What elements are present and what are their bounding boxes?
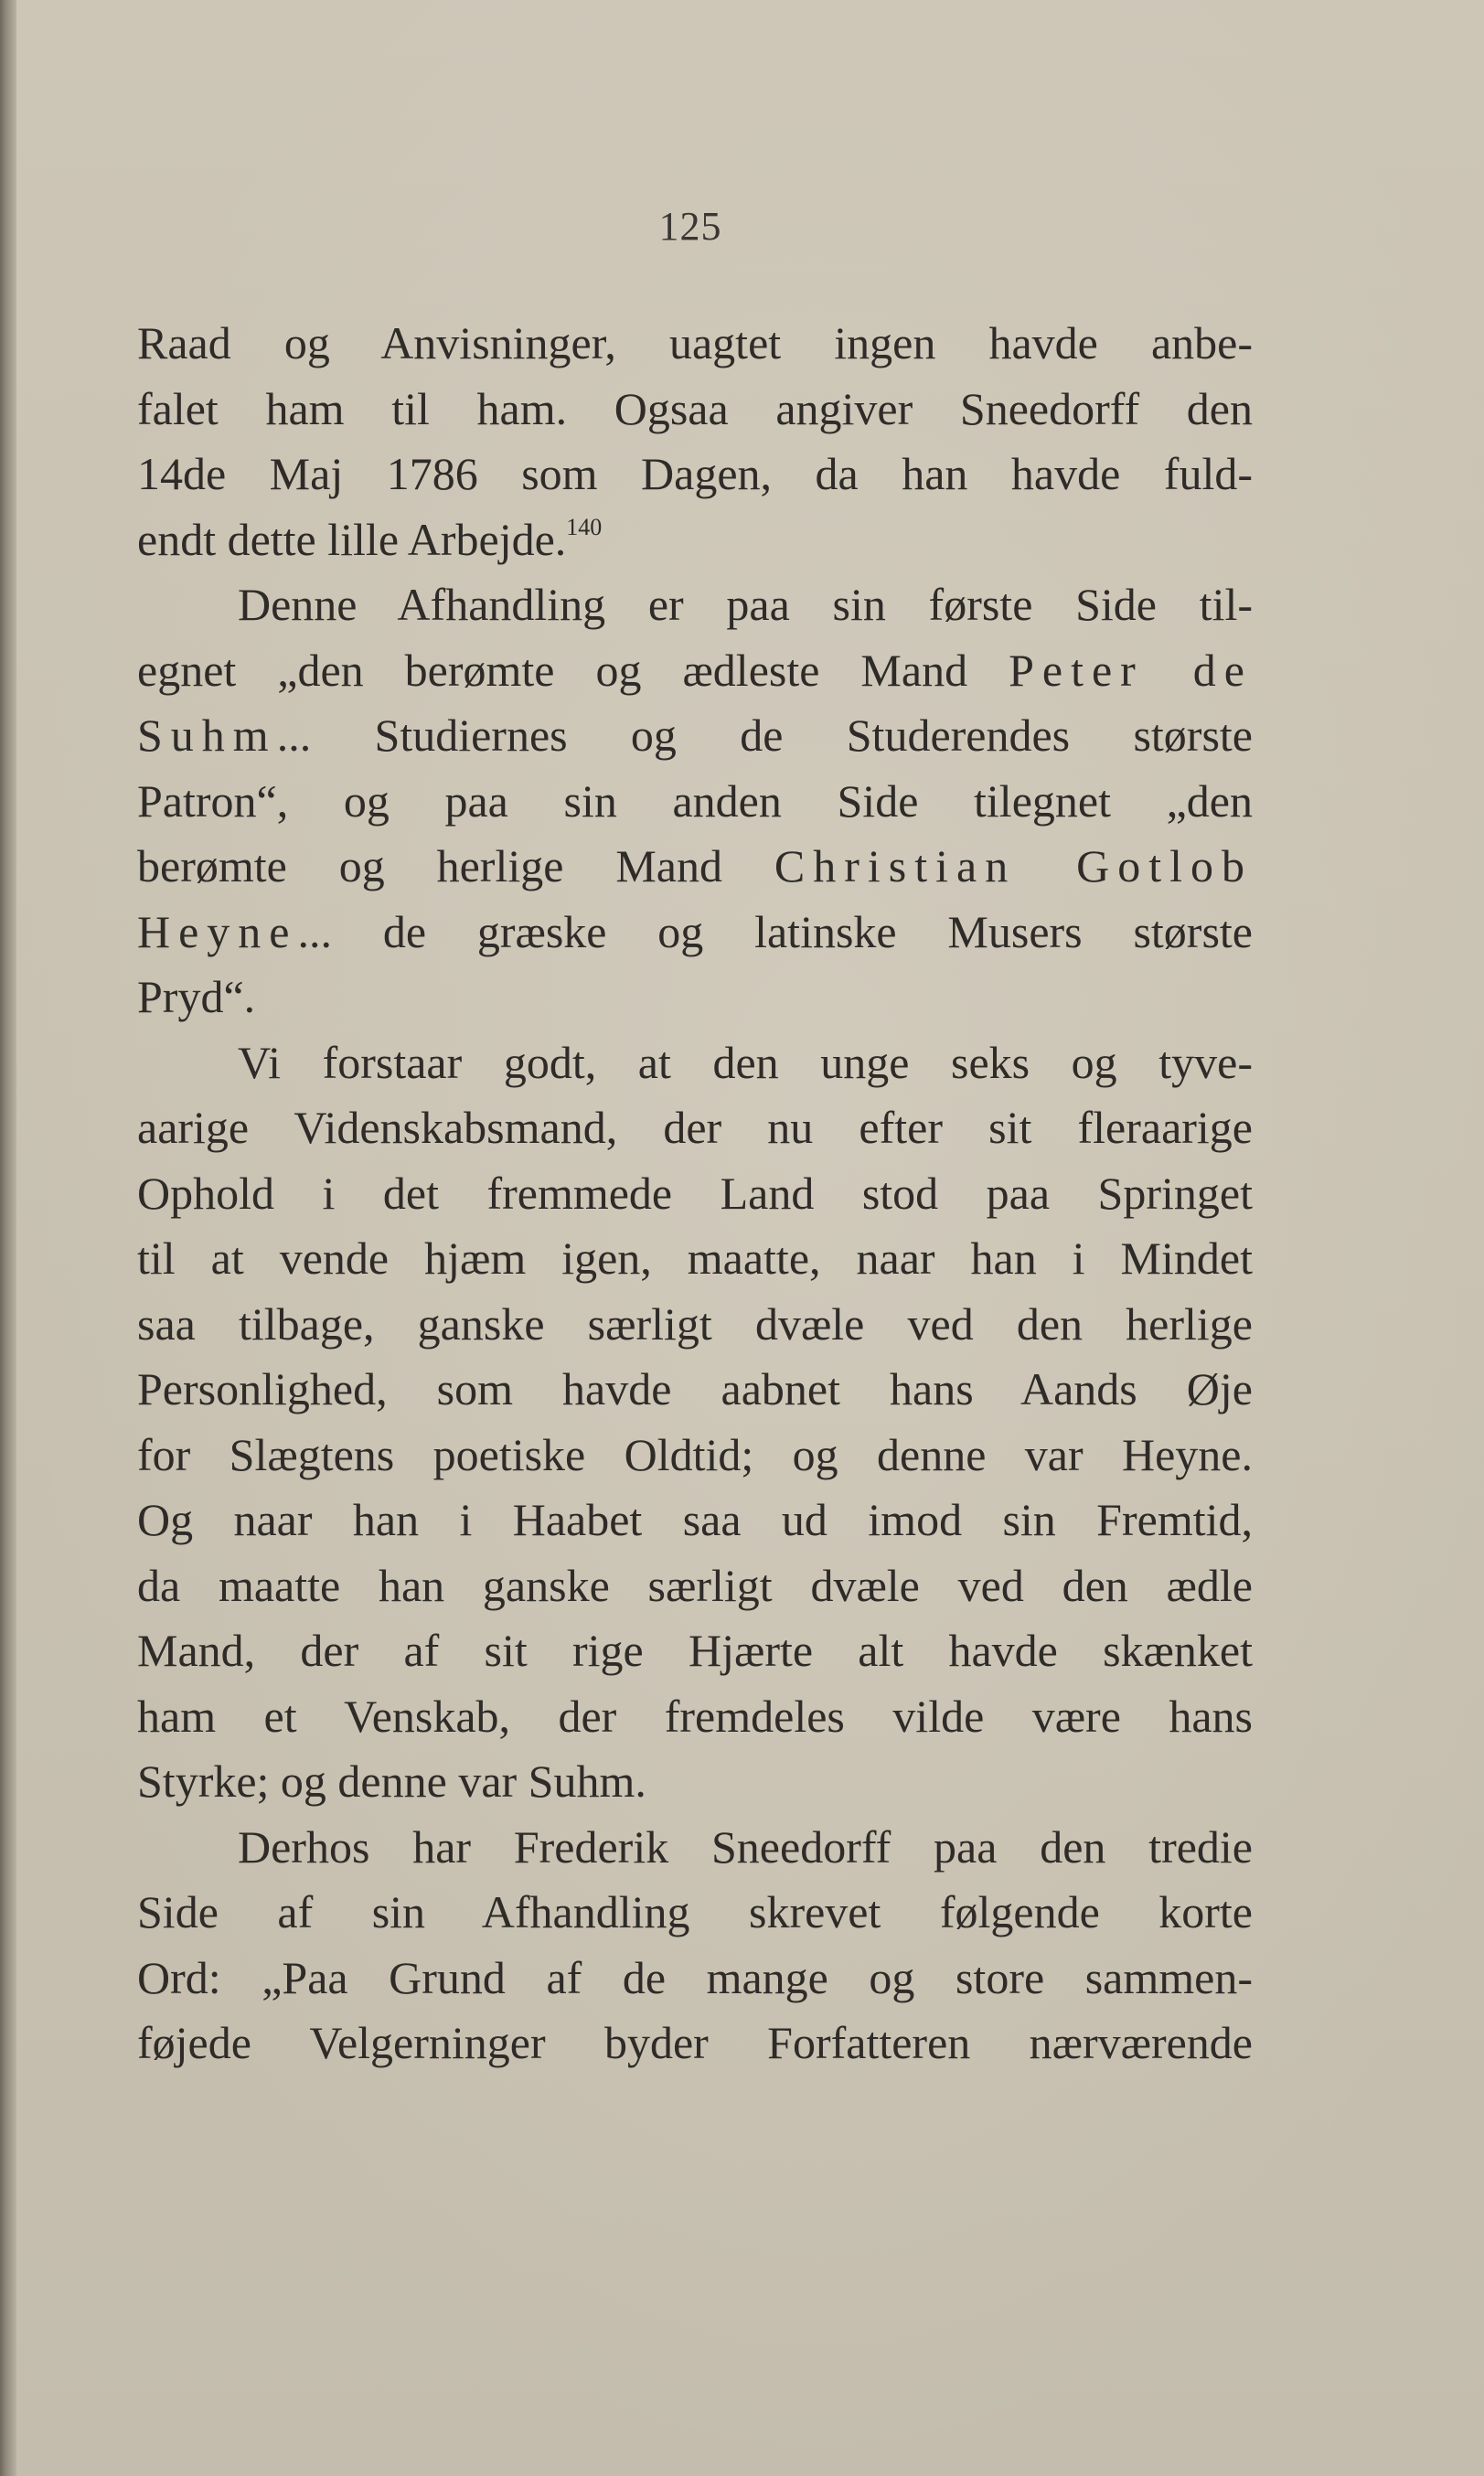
- text-line: føjede Velgerninger byder Forfatteren nærværende: [137, 2017, 1253, 2068]
- spaced-name: Peter de: [1009, 644, 1253, 696]
- text-line: Patron“, og paa sin anden Side tilegnet „den: [137, 774, 1253, 827]
- text-line: Heyne... de græske og latinske Musers største: [137, 905, 1253, 957]
- text-line: Ord: „Paa Grund af de mange og store sammen-: [137, 1951, 1253, 2003]
- spaced-name: Heyne: [137, 905, 298, 957]
- binding-gutter: [0, 0, 16, 2476]
- text-line: Raad og Anvisninger, uagtet ingen havde anbe-: [137, 317, 1253, 368]
- text-line: saa tilbage, ganske særligt dvæle ved den herlige: [137, 1297, 1253, 1350]
- page-number: 125: [658, 204, 722, 249]
- text-line: Mand, der af sit rige Hjærte alt havde skænket: [137, 1625, 1253, 1676]
- text-line: Suhm... Studiernes og de Studerendes største: [137, 710, 1253, 761]
- text-line: Pryd“.: [137, 971, 256, 1022]
- text-line: da maatte han ganske særligt dvæle ved den ædle: [137, 1559, 1253, 1611]
- text-line: aarige Videnskabsmand, der nu efter sit fleraarige: [137, 1102, 1253, 1153]
- text-line: 14de Maj 1786 som Dagen, da han havde fuld-: [137, 448, 1253, 499]
- text-line: Styrke; og denne var Suhm.: [137, 1756, 646, 1807]
- paragraph-start-line: Denne Afhandling er paa sin første Side til-: [238, 579, 1253, 630]
- text-line: egnet „den berømte og ædleste Mand Peter de: [137, 644, 1253, 696]
- spaced-name: Christian Gotlob: [774, 840, 1253, 891]
- paragraph-start-line: Vi forstaar godt, at den unge seks og tyve-: [238, 1036, 1253, 1088]
- text-line: Side af sin Afhandling skrevet følgende korte: [137, 1886, 1253, 1937]
- body-text: [137, 311, 1253, 2076]
- text-line: Personlighed, som havde aabnet hans Aands Øje: [137, 1363, 1253, 1414]
- text-line: falet ham til ham. Ogsaa angiver Sneedorff den: [137, 382, 1253, 434]
- text-line: Ophold i det fremmede Land stod paa Springet: [137, 1167, 1253, 1219]
- footnote-marker: 140: [566, 513, 603, 540]
- text-line: endt dette lille Arbejde.$^{140}$: [137, 513, 603, 565]
- text-line: Og naar han i Haabet saa ud imod sin Fremtid,: [137, 1494, 1253, 1545]
- text-line: for Slægtens poetiske Oldtid; og denne var Heyne.: [137, 1428, 1253, 1480]
- spaced-name: Suhm: [137, 710, 277, 761]
- text-line: berømte og herlige Mand Christian Gotlob: [137, 840, 1253, 891]
- paragraph-start-line: Derhos har Frederik Sneedorff paa den tredie: [238, 1820, 1253, 1873]
- text-line: til at vende hjæm igen, maatte, naar han i Mindet: [137, 1233, 1253, 1284]
- text-line: ham et Venskab, der fremdeles vilde være hans: [137, 1690, 1253, 1742]
